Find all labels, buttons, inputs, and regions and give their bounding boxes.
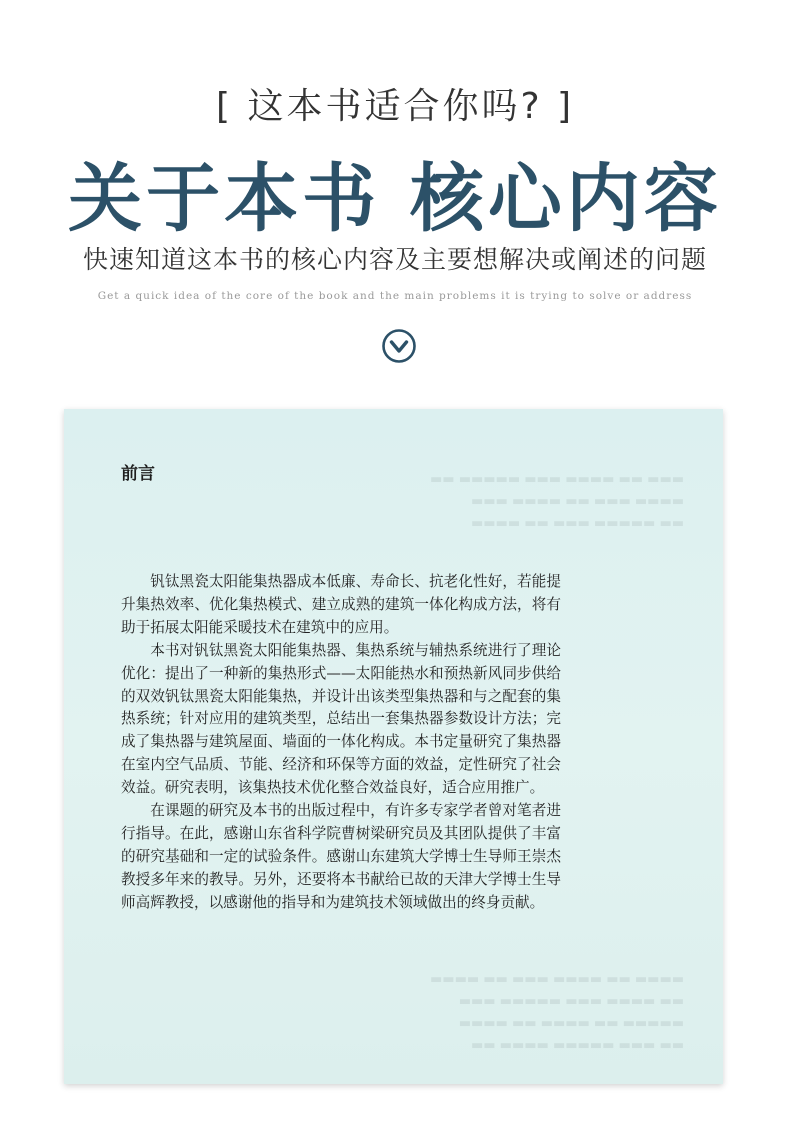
book-page-photo — [64, 409, 723, 1084]
page-title: 关于本书 核心内容 — [68, 156, 722, 242]
preface-paragraph: 本书对钒钛黑瓷太阳能集热器、集热系统与辅热系统进行了理论优化：提出了一种新的集热形式——太阳能热水和预热新风同步供给的双效钒钛黑瓷太阳能集热，并设计出该类型集热器和与之配套的集热系统；针对应用的建筑类型，总结出一套集热器参数设计方法；完成了集热器与建筑屋面、墙面的一体化构成。本书定量研究了集热器在室内空气品质、节能、经济和环保等方面的效益，定性研究了社会效益。研究表明，该集热技术优化整合效益良好，适合应用推广。 — [121, 641, 561, 797]
subtitle-english: Get a quick idea of the core of the book and the main problems it is trying to solve or address — [97, 290, 693, 302]
section-question: [ 这本书适合你吗? ] — [215, 86, 575, 127]
preface-paragraph: 钒钛黑瓷太阳能集热器成本低廉、寿命长、抗老化性好，若能提升集热效率、优化集热模式、建立成熟的建筑一体化构成方法，将有助于拓展太阳能采暖技术在建筑中的应用。 — [121, 573, 561, 636]
show-through-text: ▬▬▬ ▬▬ ▬▬▬▬ ▬▬▬ ▬▬▬▬▬ ▬▬ ▬▬▬▬ ▬▬▬ ▬▬ ▬▬▬▬ ▬▬▬ ▬▬ ▬▬▬▬▬ ▬▬▬ ▬▬ ▬▬▬▬ — [429, 472, 684, 531]
subtitle: 快速知道这本书的核心内容及主要想解决或阐述的问题 — [82, 245, 707, 274]
chevron-down-circle-icon[interactable] — [381, 328, 417, 364]
preface-paragraph: 在课题的研究及本书的出版过程中，有许多专家学者曾对笔者进行指导。在此，感谢山东省科学院曹树梁研究员及其团队提供了丰富的研究基础和一定的试验条件。感谢山东建筑大学博士生导师王崇杰教授多年来的教导。另外，还要将本书献给已故的天津大学博士生导师高辉教授，以感谢他的指导和为建筑技术领域做出的终身贡献。 — [121, 802, 561, 911]
preface-title: 前言 — [121, 464, 155, 484]
show-through-text: ▬▬▬▬ ▬▬ ▬▬▬▬ ▬▬▬ ▬▬ ▬▬▬▬ ▬▬ ▬▬▬▬ ▬▬▬ ▬▬▬▬▬ ▬▬▬ ▬▬▬▬▬ ▬▬ ▬▬▬▬ ▬▬ ▬▬▬▬ ▬▬ ▬▬▬ ▬▬▬▬▬ ▬▬▬▬ ▬▬ — [429, 972, 684, 1053]
preface-body — [121, 571, 561, 915]
